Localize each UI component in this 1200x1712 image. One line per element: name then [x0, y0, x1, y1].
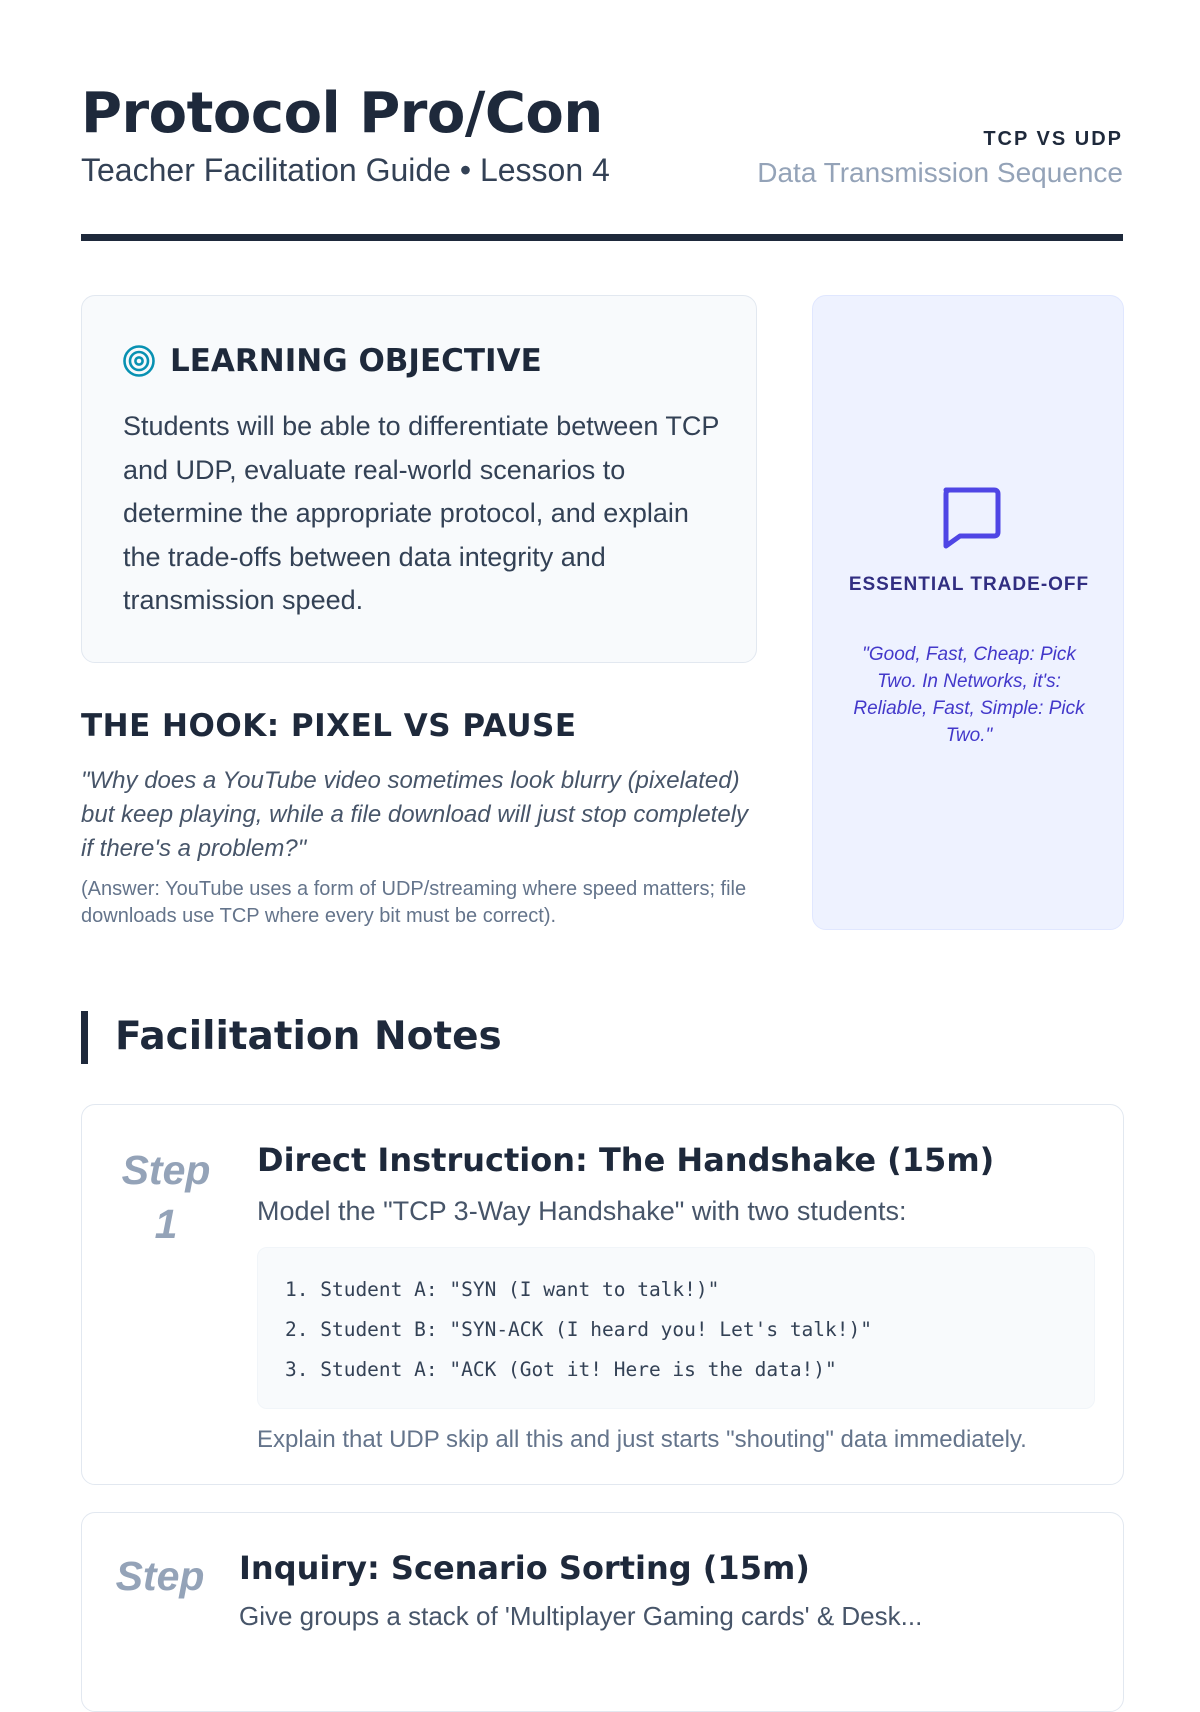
hook-answer: (Answer: YouTube uses a form of UDP/streaming where speed matters; file downloads use TCP where every bit must be correct).: [81, 878, 747, 927]
target-icon: [122, 344, 156, 378]
code-line: 2. Student B: "SYN-ACK (I heard you! Let's talk!)": [285, 1318, 872, 1341]
page-subtitle: Teacher Facilitation Guide • Lesson 4: [81, 152, 610, 188]
topic-subtitle: Data Transmission Sequence: [757, 157, 1123, 188]
page-title: Protocol Pro/Con: [81, 81, 603, 146]
tradeoff-quote: "Good, Fast, Cheap: Pick Two. In Networks, it's: Reliable, Fast, Simple: Pick Two.": [853, 644, 1085, 746]
handshake-code-block: [257, 1247, 1095, 1409]
topic-kicker: TCP VS UDP: [983, 128, 1123, 150]
objective-heading: LEARNING OBJECTIVE: [170, 343, 542, 379]
page-header: [81, 78, 1123, 240]
code-line: 1. Student A: "SYN (I want to talk!)": [285, 1278, 720, 1301]
step-title: Direct Instruction: The Handshake (15m): [257, 1141, 995, 1179]
hook-heading: THE HOOK: PIXEL VS PAUSE: [81, 708, 577, 744]
step-card: [81, 1512, 1124, 1712]
header-divider: [81, 234, 1123, 241]
objective-text: Students will be able to differentiate between TCP and UDP, evaluate real-world scenarios to determine the appropriate protocol, and explain the trade-offs between data integrity and transmission speed.: [123, 411, 719, 615]
step-outro: Explain that UDP skip all this and just starts "shouting" data immediately.: [257, 1426, 1027, 1453]
hook-question: "Why does a YouTube video sometimes look blurry (pixelated) but keep playing, while a file download will just stop completely if there's a problem?": [81, 767, 749, 862]
step-card: [81, 1104, 1124, 1485]
step-intro: Model the "TCP 3-Way Handshake" with two students:: [257, 1196, 907, 1226]
step-description: Give groups a stack of 'Multiplayer Gaming cards' & Desk...: [239, 1601, 923, 1631]
tradeoff-heading: ESSENTIAL TRADE-OFF: [848, 574, 1090, 595]
header-meta: [757, 126, 1123, 192]
step-label: Step 1: [121, 1147, 211, 1247]
step-title: Inquiry: Scenario Sorting (15m): [239, 1549, 810, 1587]
facilitation-notes-heading: Facilitation Notes: [115, 1014, 502, 1059]
section-accent-bar: [81, 1011, 88, 1064]
learning-objective-card: [81, 295, 757, 663]
essential-tradeoff-card: [812, 295, 1124, 930]
speech-bubble-icon: [937, 482, 1003, 548]
step-label: Step: [115, 1553, 205, 1599]
code-line: 3. Student A: "ACK (Got it! Here is the data!)": [285, 1358, 837, 1381]
